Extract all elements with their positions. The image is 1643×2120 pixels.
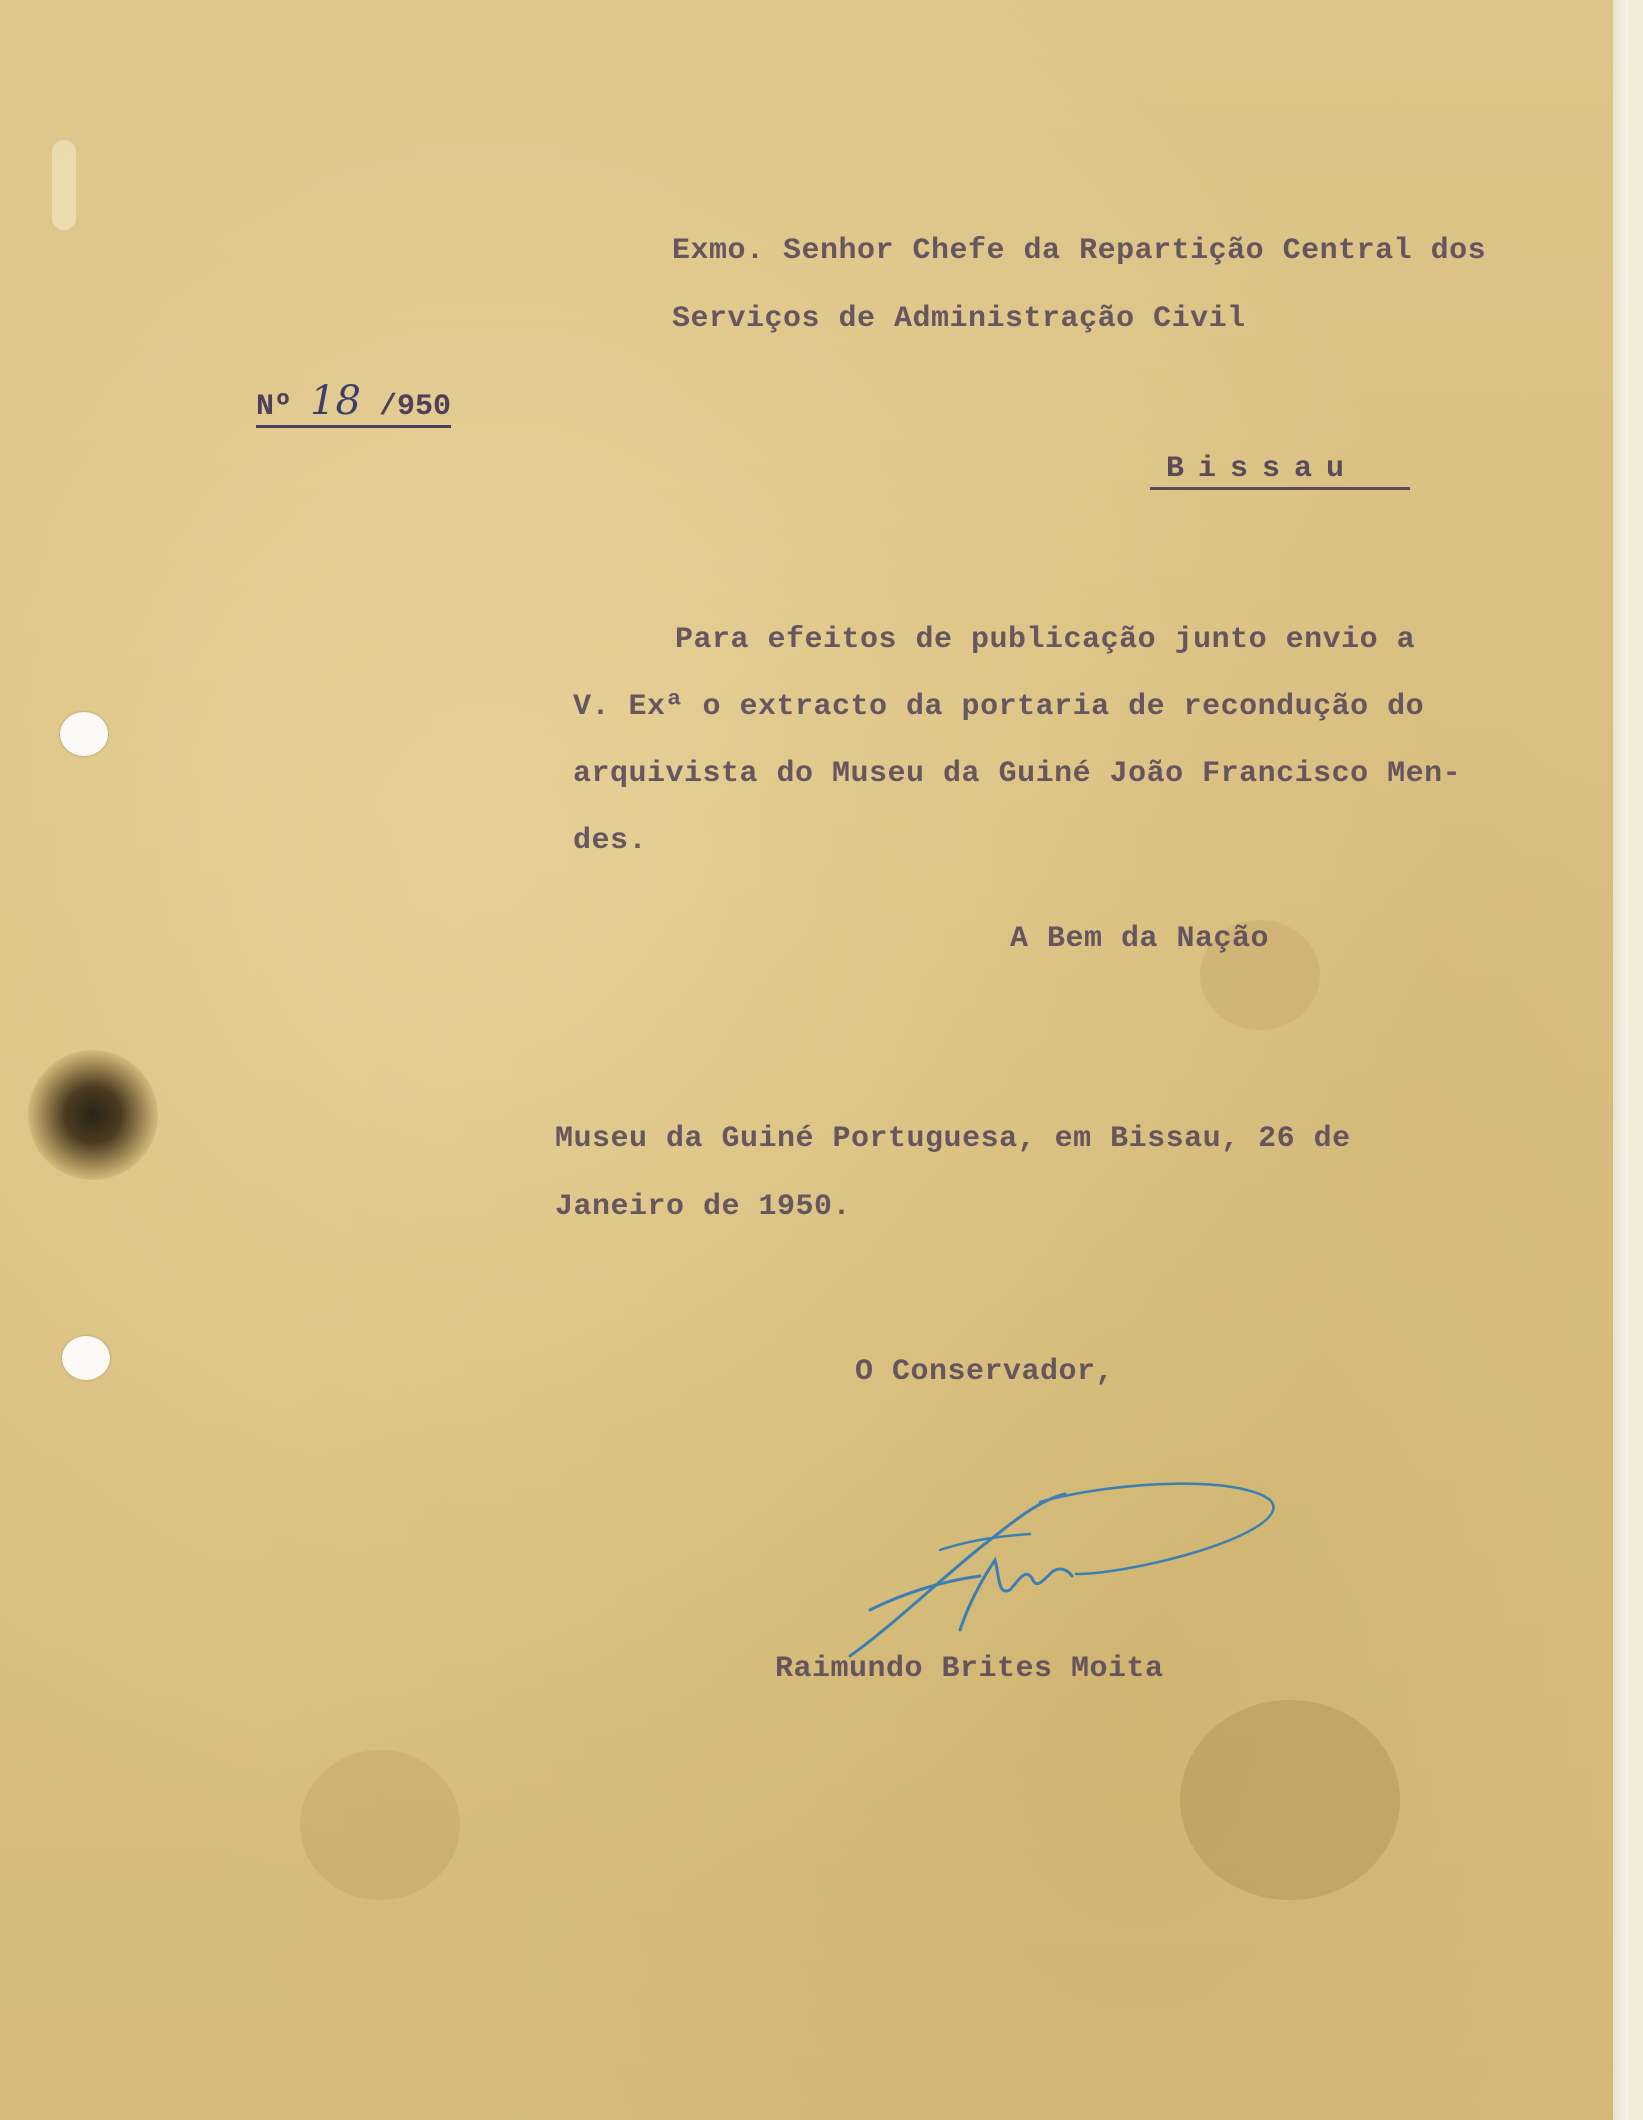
addressee-line-2: Serviços de Administração Civil — [672, 302, 1246, 336]
reference-handwritten-number: 18 — [310, 378, 361, 424]
handwritten-signature — [840, 1480, 1280, 1670]
addressee-line-1: Exmo. Senhor Chefe da Repartição Central dos — [672, 234, 1487, 268]
reference-number — [256, 378, 451, 428]
city-heading: Bissau — [1150, 448, 1410, 490]
scan-edge — [1613, 0, 1628, 2120]
burn-mark — [28, 1050, 158, 1180]
body-line-3: arquivista do Museu da Guiné João Francisco Men- — [573, 757, 1462, 791]
place-date-line-1: Museu da Guiné Portuguesa, em Bissau, 26 de — [555, 1122, 1351, 1156]
paper-tear — [52, 140, 76, 230]
signatory-name: Raimundo Brites Moita — [775, 1652, 1164, 1686]
paper-stain — [300, 1750, 460, 1900]
body-line-2: V. Exª o extracto da portaria de recondução do — [573, 690, 1425, 724]
place-date-line-2: Janeiro de 1950. — [555, 1190, 852, 1224]
punch-hole — [60, 712, 108, 756]
signatory-title: O Conservador, — [855, 1355, 1115, 1389]
body-line-4: des. — [573, 824, 648, 858]
body-line-1: Para efeitos de publicação junto envio a — [675, 623, 1416, 657]
reference-prefix: Nº — [256, 390, 293, 424]
reference-year: /950 — [378, 390, 451, 424]
paper-stain — [1180, 1700, 1400, 1900]
punch-hole — [62, 1336, 110, 1380]
closing-salutation: A Bem da Nação — [1010, 922, 1270, 956]
